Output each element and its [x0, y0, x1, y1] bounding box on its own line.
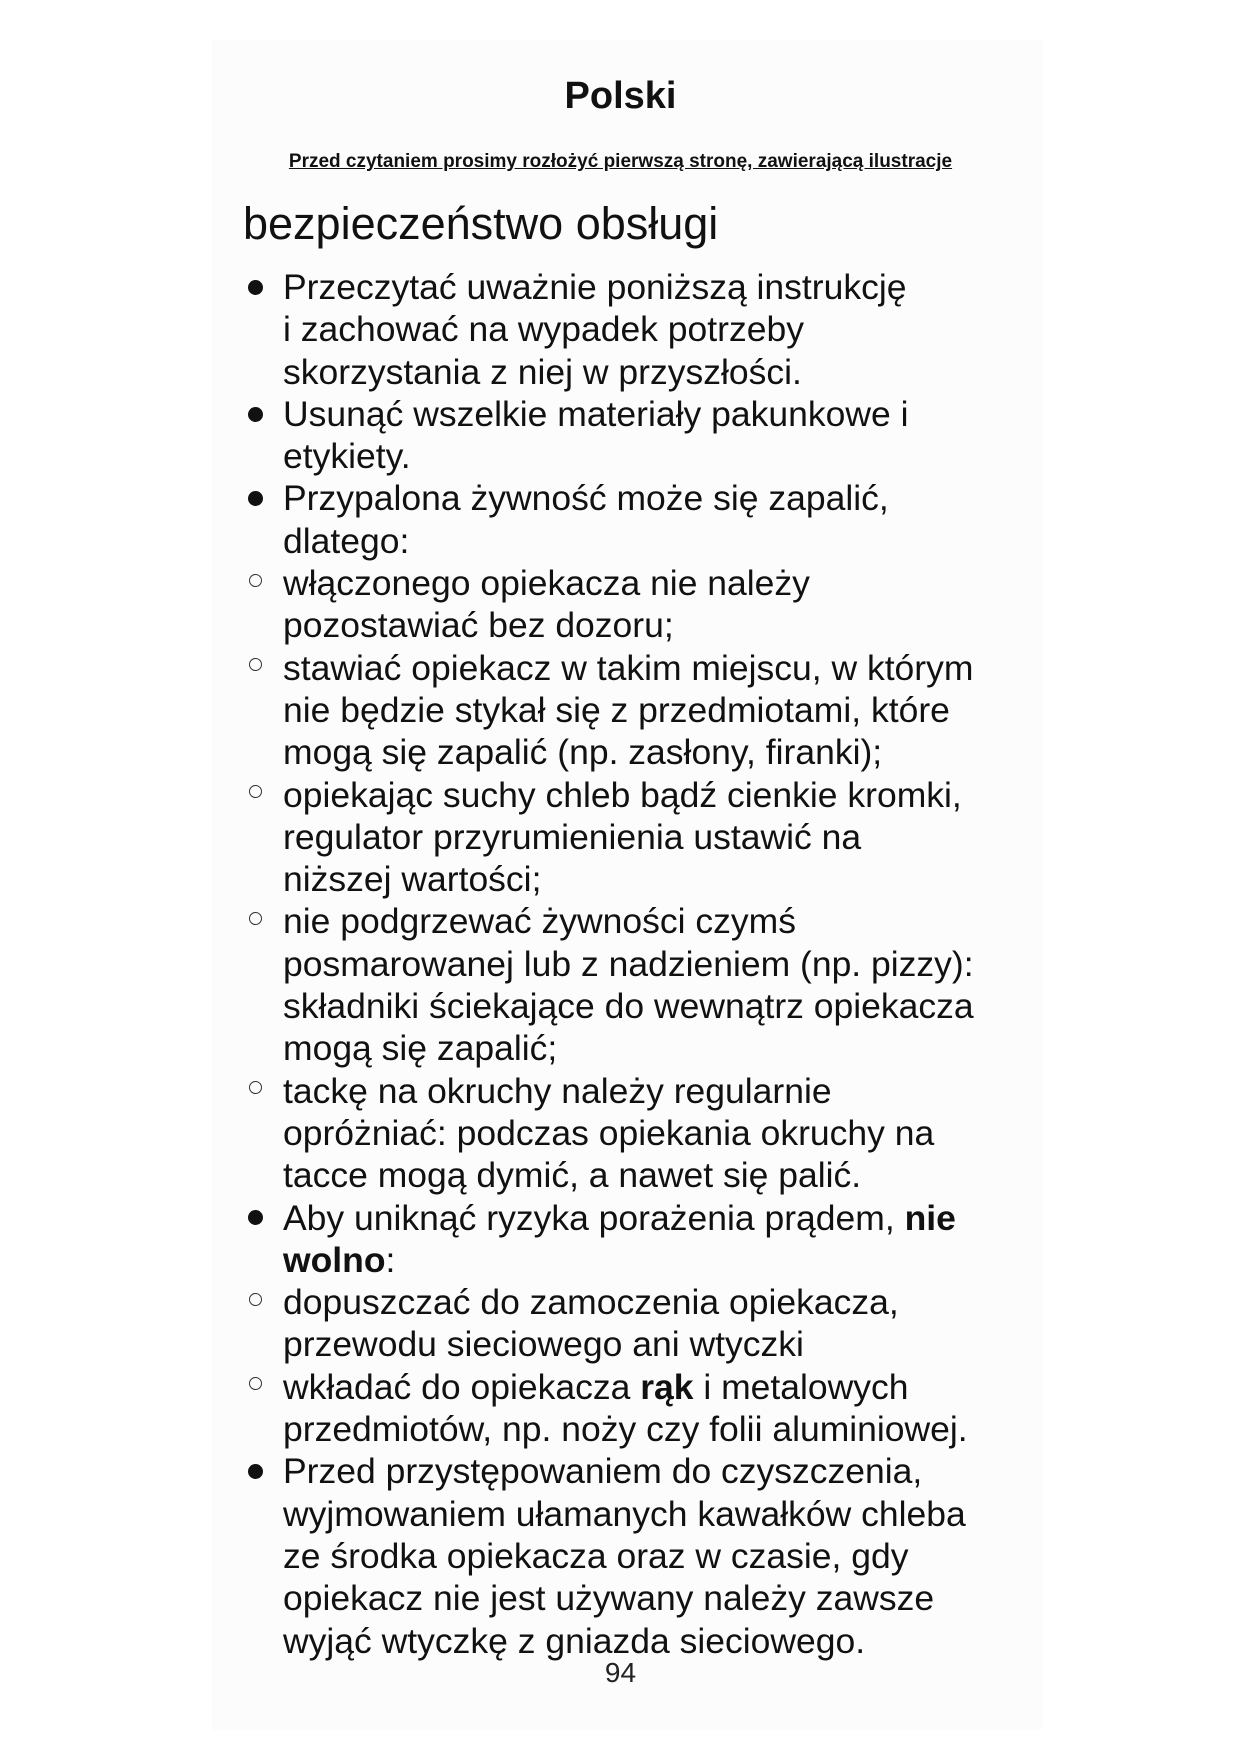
text-line: mogą się zapalić (np. zasłony, firanki); — [283, 732, 883, 773]
text-line: składniki ściekające do wewnątrz opiekacza — [283, 986, 974, 1027]
text-line: wyjąć wtyczkę z gniazda sieciowego. — [283, 1620, 866, 1661]
text-line: opiekając suchy chleb bądź cienkie kromki, — [283, 774, 962, 815]
list-item — [240, 1450, 1040, 1661]
text-line: włączonego opiekacza nie należy — [283, 563, 810, 604]
text-line: przedmiotów, np. noży czy folii aluminiowej. — [283, 1409, 968, 1450]
text-line: regulator przyrumienienia ustawić na — [283, 816, 862, 857]
hollow-bullet-icon — [240, 562, 270, 604]
list-item-text — [283, 1450, 1040, 1661]
text-line: Przed przystępowaniem do czyszczenia, — [283, 1451, 923, 1492]
text-line: tacce mogą dymić, a nawet się palić. — [283, 1155, 862, 1196]
text-line: opróżniać: podczas opiekania okruchy na — [283, 1112, 935, 1153]
list-item-text — [283, 477, 1040, 562]
list-item — [240, 477, 1040, 562]
safety-instructions-list — [240, 266, 1040, 1662]
text-line: wolno: — [283, 1239, 396, 1280]
list-item — [240, 393, 1040, 478]
text-line: wyjmowaniem ułamanych kawałków chleba — [283, 1493, 966, 1534]
page-number: 94 — [604, 1657, 637, 1688]
sub-list-item — [240, 1366, 1040, 1451]
hollow-bullet-icon — [240, 1366, 270, 1408]
sub-list-item — [240, 900, 1040, 1069]
text-line: posmarowanej lub z nadzieniem (np. pizzy): — [283, 943, 974, 984]
text-line: etykiety. — [283, 436, 411, 477]
list-item — [240, 266, 1040, 393]
text-line: tackę na okruchy należy regularnie — [283, 1070, 832, 1111]
text-line: niższej wartości; — [283, 859, 542, 900]
hollow-bullet-icon — [240, 900, 270, 942]
text-line: skorzystania z niej w przyszłości. — [283, 351, 802, 392]
text-line: przewodu sieciowego ani wtyczki — [283, 1324, 804, 1365]
text-line: wkładać do opiekacza rąk i metalowych — [283, 1366, 909, 1407]
text-line: mogą się zapalić; — [283, 1028, 558, 1069]
list-item-text — [283, 1366, 1040, 1451]
page-title: Polski — [564, 75, 677, 117]
text-line: nie będzie stykał się z przedmiotami, które — [283, 689, 950, 730]
section-heading: bezpieczeństwo obsługi — [243, 198, 719, 249]
text-line: dlatego: — [283, 520, 410, 561]
filled-bullet-icon — [240, 393, 270, 435]
text-line: Przeczytać uważnie poniższą instrukcję — [283, 267, 907, 307]
sub-list-item — [240, 1281, 1040, 1366]
list-item-text — [283, 1197, 1040, 1282]
list-item-text — [283, 900, 1040, 1069]
fold-instruction-note: Przed czytaniem prosimy rozłożyć pierwszą stronę, zawierającą ilustracje — [288, 151, 953, 172]
list-item-text — [283, 1281, 1040, 1366]
list-item-text — [283, 647, 1040, 774]
text-line: ze środka opiekacza oraz w czasie, gdy — [283, 1535, 909, 1576]
sub-list-item — [240, 774, 1040, 901]
list-item — [240, 1197, 1040, 1282]
text-line: pozostawiać bez dozoru; — [283, 605, 674, 646]
hollow-bullet-icon — [240, 1281, 270, 1323]
sub-list-item — [240, 1070, 1040, 1197]
list-item-text — [283, 393, 1040, 478]
filled-bullet-icon — [240, 477, 270, 519]
text-line: nie podgrzewać żywności czymś — [283, 901, 796, 942]
text-line: i zachować na wypadek potrzeby — [283, 309, 804, 350]
text-line: stawiać opiekacz w takim miejscu, w którym — [283, 647, 974, 688]
hollow-bullet-icon — [240, 1070, 270, 1112]
text-line: Usunąć wszelkie materiały pakunkowe i — [283, 393, 909, 434]
list-item-text — [283, 774, 1040, 901]
hollow-bullet-icon — [240, 774, 270, 816]
hollow-bullet-icon — [240, 647, 270, 689]
sub-list-item — [240, 562, 1040, 647]
list-item-text — [283, 266, 1040, 393]
list-item-text — [283, 1070, 1040, 1197]
text-line: Aby uniknąć ryzyka porażenia prądem, nie — [283, 1197, 956, 1238]
text-line: opiekacz nie jest używany należy zawsze — [283, 1578, 935, 1619]
text-line: dopuszczać do zamoczenia opiekacza, — [283, 1282, 899, 1323]
filled-bullet-icon — [240, 1450, 270, 1492]
sub-list-item — [240, 647, 1040, 774]
filled-bullet-icon — [240, 266, 270, 308]
list-item-text — [283, 562, 1040, 647]
filled-bullet-icon — [240, 1197, 270, 1239]
text-line: Przypalona żywność może się zapalić, — [283, 478, 889, 519]
